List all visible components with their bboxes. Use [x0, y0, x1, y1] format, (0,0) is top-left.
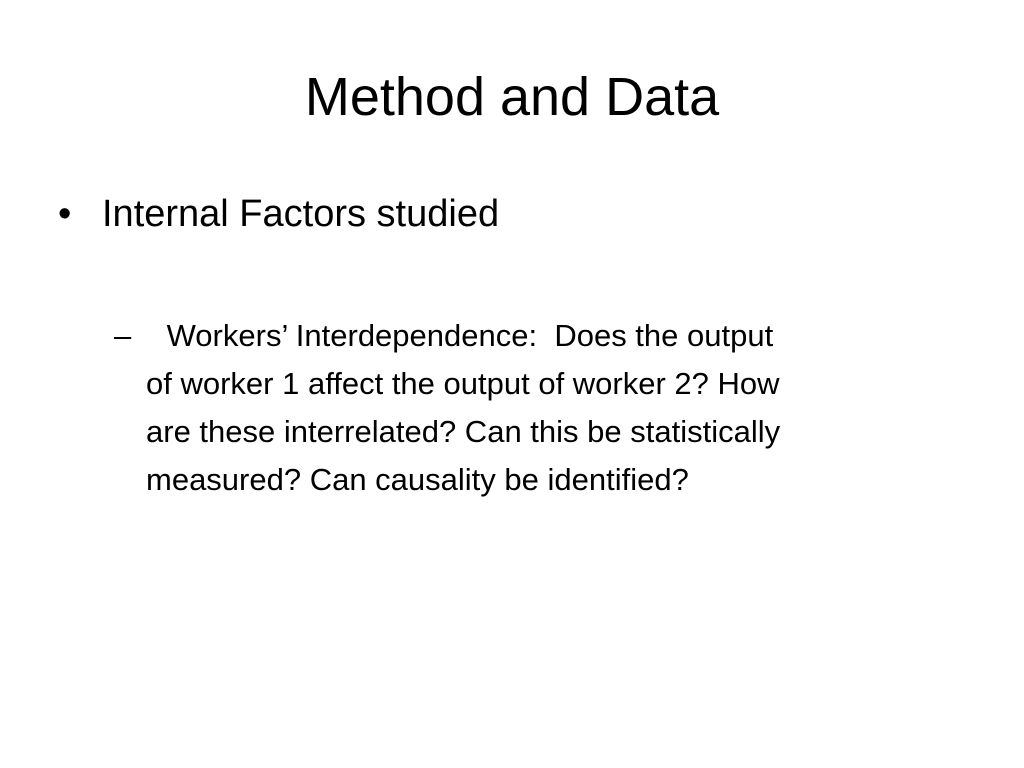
sub-bullet-line: measured? Can causality be identified?	[146, 462, 689, 497]
sub-bullet-line: Workers’ Interdependence: Does the output	[158, 318, 774, 353]
bullet-text: Internal Factors studied	[102, 193, 500, 235]
sub-bullet-line: of worker 1 affect the output of worker 2? How	[146, 366, 780, 401]
sub-bullet-marker: –	[114, 318, 132, 353]
slide-title: Method and Data	[304, 67, 720, 127]
bullet-marker: •	[58, 193, 72, 235]
bullet-item	[58, 190, 499, 238]
sub-bullet-line: are these interrelated? Can this be statistically	[146, 414, 781, 449]
